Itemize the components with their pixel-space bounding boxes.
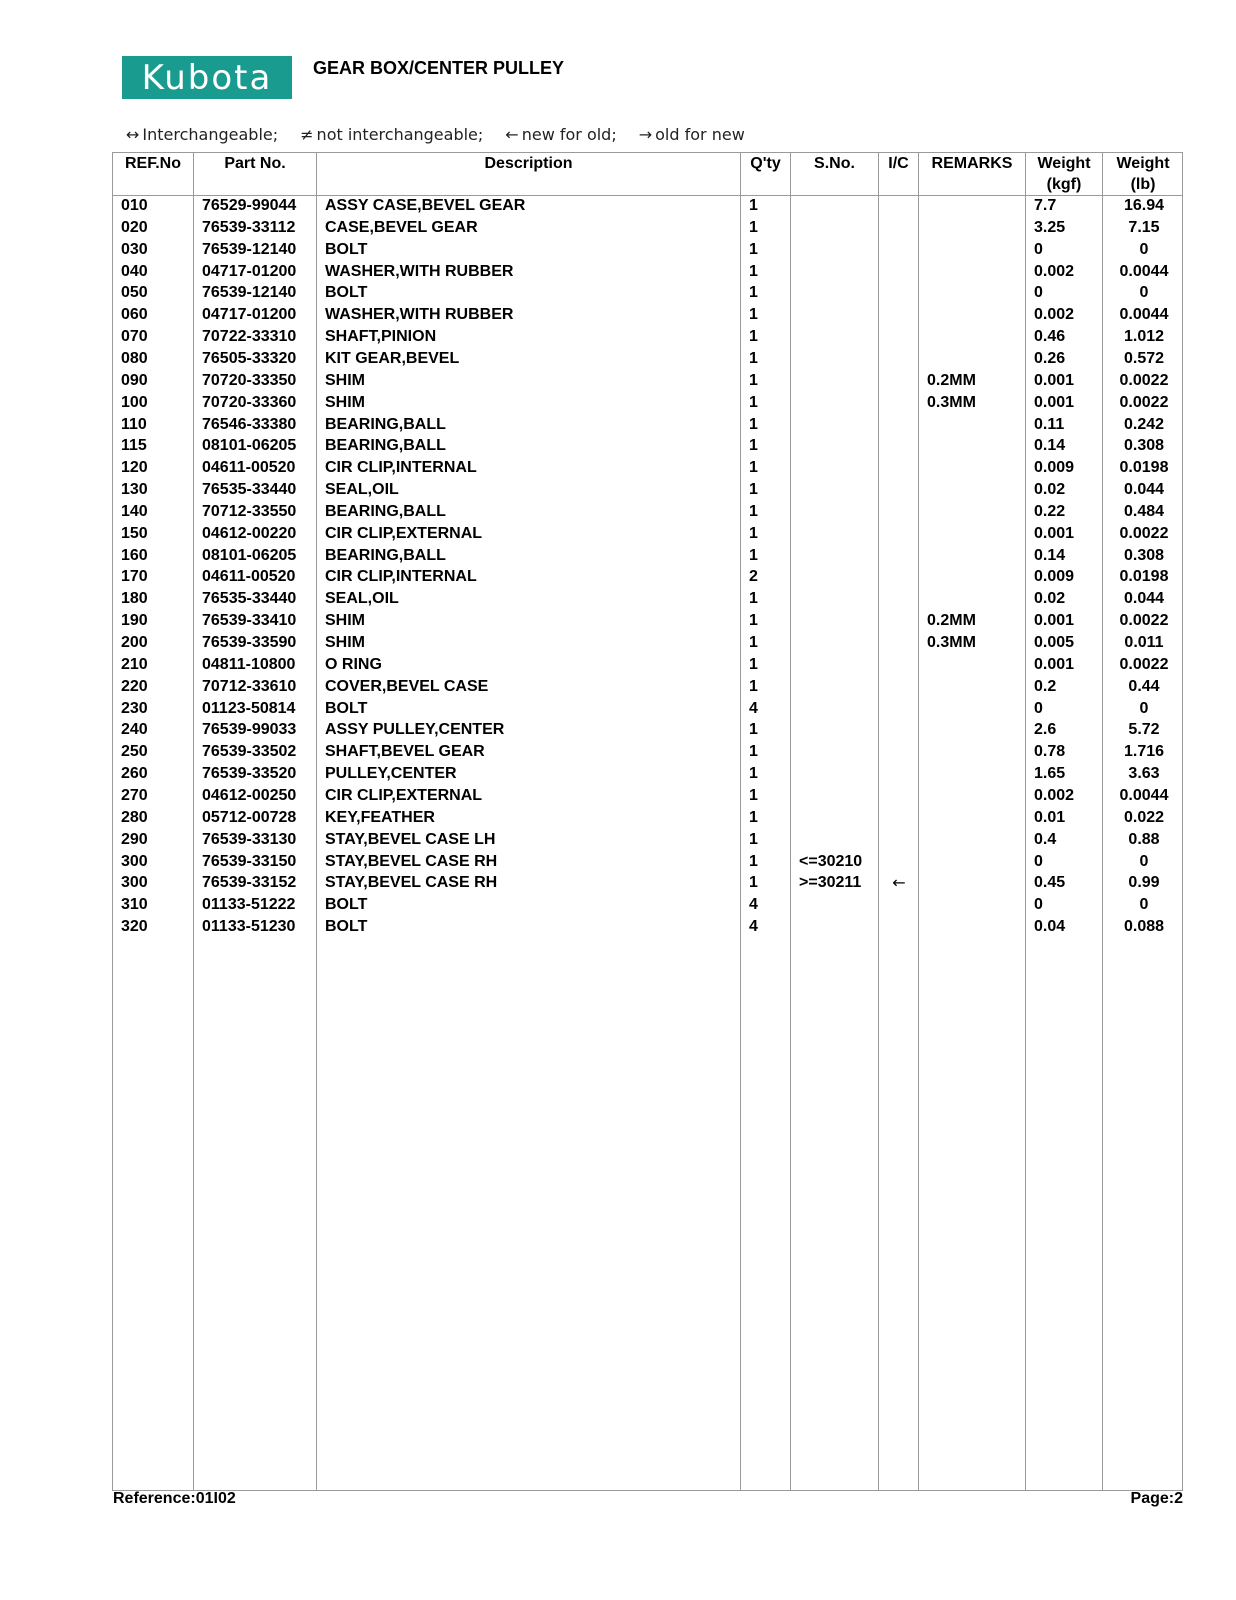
weight-kgf-cell: 0.14 [1034, 546, 1066, 564]
description-cell: KIT GEAR,BEVEL [325, 349, 460, 367]
description-cell: SHIM [325, 612, 365, 630]
description-cell: BEARING,BALL [325, 415, 446, 433]
part-no-cell: 70722-33310 [202, 328, 297, 346]
part-no-cell: 05712-00728 [202, 808, 297, 826]
table-row [0, 872, 1236, 894]
ref-no-cell: 080 [121, 349, 148, 367]
weight-kgf-cell: 0 [1034, 284, 1043, 302]
logo-text: Kubota [141, 57, 273, 98]
ref-no-cell: 300 [121, 874, 148, 892]
part-no-cell: 76529-99044 [202, 197, 297, 214]
ref-no-cell: 180 [121, 590, 148, 608]
table-row [0, 566, 1236, 588]
quantity-cell: 1 [749, 721, 758, 739]
weight-lb-cell: 0.0198 [1119, 459, 1169, 477]
weight-kgf-cell: 1.65 [1034, 765, 1066, 783]
ref-no-cell: 110 [121, 415, 147, 433]
weight-lb-cell: 0.0198 [1119, 568, 1169, 586]
legend-label: old for new [655, 124, 745, 144]
ref-no-cell: 290 [121, 830, 148, 848]
quantity-cell: 1 [749, 415, 758, 433]
table-row [0, 523, 1236, 545]
part-no-cell: 04612-00250 [202, 786, 297, 804]
serial-no-cell: <=30210 [799, 852, 863, 870]
description-cell: COVER,BEVEL CASE [325, 677, 489, 695]
description-cell: SHIM [325, 634, 365, 651]
ref-no-cell: 100 [121, 393, 148, 411]
description-cell: CIR CLIP,INTERNAL [325, 568, 477, 586]
not-equal-icon: ≠ [300, 124, 314, 144]
ref-no-cell: 260 [121, 765, 148, 783]
table-row [0, 916, 1236, 938]
weight-kgf-cell: 0.4 [1034, 830, 1057, 848]
legend-item-old-for-new [639, 125, 745, 144]
ref-no-cell: 030 [121, 240, 148, 258]
weight-kgf-cell: 0.001 [1034, 612, 1075, 630]
header-weight-lb-line2: (lb) [1130, 176, 1156, 193]
remarks-cell: 0.3MM [927, 634, 976, 651]
description-cell: BOLT [325, 896, 368, 914]
weight-kgf-cell: 0.01 [1034, 808, 1066, 826]
part-no-cell: 70720-33360 [202, 393, 297, 411]
header-part-no: Part No. [224, 155, 286, 172]
weight-kgf-cell: 7.7 [1034, 197, 1057, 214]
table-row [0, 894, 1236, 916]
weight-lb-cell: 0.088 [1123, 918, 1165, 936]
ref-no-cell: 220 [121, 677, 148, 695]
table-row [0, 457, 1236, 479]
ref-no-cell: 020 [121, 218, 148, 236]
quantity-cell: 1 [749, 437, 758, 455]
description-cell: CIR CLIP,EXTERNAL [325, 786, 483, 804]
weight-lb-cell: 0.0022 [1119, 612, 1169, 630]
weight-lb-cell: 0.0044 [1119, 262, 1169, 280]
table-row [0, 195, 1236, 217]
table-row [0, 501, 1236, 523]
legend-item-new-for-old [505, 125, 616, 144]
weight-lb-cell: 0.308 [1123, 437, 1165, 455]
weight-kgf-cell: 0.002 [1034, 786, 1075, 804]
part-no-cell: 76539-33590 [202, 634, 297, 651]
description-cell: PULLEY,CENTER [325, 765, 457, 783]
quantity-cell: 1 [749, 459, 758, 477]
ref-no-cell: 050 [121, 284, 148, 302]
part-no-cell: 76505-33320 [202, 349, 297, 367]
weight-lb-cell: 0.88 [1128, 830, 1160, 848]
ref-no-cell: 200 [121, 634, 148, 651]
description-cell: SHIM [325, 371, 365, 389]
quantity-cell: 1 [749, 808, 758, 826]
header-ic: I/C [888, 155, 909, 172]
weight-lb-cell: 16.94 [1123, 197, 1165, 214]
legend-label: new for old; [521, 124, 617, 144]
table-row [0, 588, 1236, 610]
quantity-cell: 1 [749, 218, 758, 236]
part-no-cell: 04611-00520 [202, 459, 296, 477]
ref-no-cell: 130 [121, 481, 148, 499]
quantity-cell: 1 [749, 655, 758, 673]
weight-lb-cell: 0 [1139, 240, 1149, 258]
table-row [0, 698, 1236, 720]
quantity-cell: 1 [749, 874, 758, 892]
quantity-cell: 4 [749, 918, 758, 936]
weight-kgf-cell: 2.6 [1034, 721, 1057, 739]
part-no-cell: 76535-33440 [202, 590, 297, 608]
table-row [0, 348, 1236, 370]
weight-kgf-cell: 0.14 [1034, 437, 1066, 455]
weight-lb-cell: 0.572 [1123, 349, 1165, 367]
header-description: Description [484, 155, 573, 172]
weight-kgf-cell: 0 [1034, 699, 1043, 717]
ref-no-cell: 270 [121, 786, 148, 804]
table-row [0, 763, 1236, 785]
weight-kgf-cell: 0.002 [1034, 306, 1075, 324]
table-row [0, 785, 1236, 807]
weight-kgf-cell: 0.78 [1034, 743, 1066, 761]
weight-lb-cell: 1.012 [1123, 328, 1165, 346]
weight-lb-cell: 1.716 [1123, 743, 1165, 761]
weight-lb-cell: 0.44 [1128, 677, 1160, 695]
quantity-cell: 1 [749, 852, 758, 870]
weight-kgf-cell: 3.25 [1034, 218, 1066, 236]
description-cell: KEY,FEATHER [325, 808, 435, 826]
part-no-cell: 76539-33112 [202, 218, 296, 236]
quantity-cell: 1 [749, 612, 758, 630]
weight-lb-cell: 0.0022 [1119, 655, 1169, 673]
weight-kgf-cell: 0.11 [1034, 415, 1065, 433]
part-no-cell: 76539-33152 [202, 874, 297, 892]
quantity-cell: 1 [749, 546, 758, 564]
description-cell: ASSY CASE,BEVEL GEAR [325, 197, 526, 214]
description-cell: SEAL,OIL [325, 590, 399, 608]
quantity-cell: 1 [749, 677, 758, 695]
quantity-cell: 1 [749, 524, 758, 542]
description-cell: SHIM [325, 393, 365, 411]
weight-kgf-cell: 0.46 [1034, 328, 1066, 346]
quantity-cell: 1 [749, 830, 758, 848]
table-row [0, 414, 1236, 436]
description-cell: SHAFT,BEVEL GEAR [325, 743, 485, 761]
quantity-cell: 1 [749, 765, 758, 783]
weight-lb-cell: 0.0044 [1119, 306, 1169, 324]
description-cell: CIR CLIP,INTERNAL [325, 459, 477, 477]
reference-code: Reference:01I02 [113, 1490, 236, 1507]
description-cell: BOLT [325, 284, 368, 302]
weight-lb-cell: 0 [1139, 896, 1149, 914]
weight-kgf-cell: 0.009 [1034, 459, 1075, 477]
description-cell: BOLT [325, 240, 368, 258]
part-no-cell: 70712-33610 [202, 677, 297, 695]
description-cell: STAY,BEVEL CASE RH [325, 874, 498, 892]
header-qty: Q'ty [750, 155, 781, 172]
table-row [0, 326, 1236, 348]
table-row [0, 654, 1236, 676]
ref-no-cell: 320 [121, 918, 148, 936]
ref-no-cell: 090 [121, 371, 148, 389]
weight-kgf-cell: 0.45 [1034, 874, 1066, 892]
description-cell: BOLT [325, 918, 368, 936]
part-no-cell: 76535-33440 [202, 481, 297, 499]
part-no-cell: 01133-51222 [202, 896, 296, 914]
weight-kgf-cell: 0.001 [1034, 371, 1075, 389]
ref-no-cell: 115 [121, 437, 147, 455]
part-no-cell: 01133-51230 [202, 918, 296, 936]
table-row [0, 545, 1236, 567]
weight-lb-cell: 0 [1139, 852, 1149, 870]
part-no-cell: 04612-00220 [202, 524, 297, 542]
weight-kgf-cell: 0.02 [1034, 590, 1066, 608]
description-cell: BEARING,BALL [325, 546, 446, 564]
legend-item-not-interchangeable [300, 125, 483, 144]
part-no-cell: 76539-33150 [202, 852, 297, 870]
part-no-cell: 76539-99033 [202, 721, 297, 739]
part-no-cell: 76539-33520 [202, 765, 297, 783]
quantity-cell: 2 [749, 568, 758, 586]
weight-lb-cell: 0.044 [1123, 481, 1165, 499]
table-row [0, 282, 1236, 304]
weight-kgf-cell: 0.005 [1034, 634, 1075, 651]
part-no-cell: 76539-12140 [202, 284, 297, 302]
part-no-cell: 08101-06205 [202, 437, 297, 455]
ref-no-cell: 040 [121, 262, 148, 280]
description-cell: SEAL,OIL [325, 481, 399, 499]
quantity-cell: 1 [749, 786, 758, 804]
part-no-cell: 76539-12140 [202, 240, 297, 258]
table-row [0, 829, 1236, 851]
part-no-cell: 04717-01200 [202, 262, 297, 280]
part-no-cell: 70712-33550 [202, 502, 297, 520]
table-row [0, 807, 1236, 829]
table-row [0, 370, 1236, 392]
quantity-cell: 1 [749, 328, 758, 346]
header-weight-kgf-line2: (kgf) [1046, 176, 1082, 193]
part-no-cell: 70720-33350 [202, 371, 297, 389]
weight-kgf-cell: 0 [1034, 896, 1043, 914]
quantity-cell: 1 [749, 502, 758, 520]
table-row [0, 719, 1236, 741]
table-row [0, 676, 1236, 698]
double-arrow-icon: ↔ [126, 124, 140, 144]
quantity-cell: 1 [749, 262, 758, 280]
kubota-logo [122, 56, 292, 99]
ref-no-cell: 060 [121, 306, 148, 324]
part-no-cell: 76546-33380 [202, 415, 297, 433]
ref-no-cell: 070 [121, 328, 148, 346]
weight-lb-cell: 0 [1139, 284, 1149, 302]
table-row [0, 239, 1236, 261]
weight-lb-cell: 0.308 [1123, 546, 1165, 564]
weight-lb-cell: 0.242 [1123, 415, 1165, 433]
weight-kgf-cell: 0.002 [1034, 262, 1075, 280]
page-number: Page:2 [1130, 1490, 1183, 1507]
quantity-cell: 1 [749, 481, 758, 499]
part-no-cell: 04717-01200 [202, 306, 297, 324]
ref-no-cell: 190 [121, 612, 148, 630]
header-weight-kgf [1026, 153, 1102, 195]
table-row [0, 851, 1236, 873]
quantity-cell: 1 [749, 197, 758, 214]
ref-no-cell: 140 [121, 502, 148, 520]
weight-kgf-cell: 0.2 [1034, 677, 1057, 695]
description-cell: WASHER,WITH RUBBER [325, 306, 514, 324]
quantity-cell: 1 [749, 743, 758, 761]
weight-lb-cell: 0.484 [1123, 502, 1165, 520]
weight-lb-cell: 0.044 [1123, 590, 1165, 608]
ref-no-cell: 230 [121, 699, 148, 717]
weight-lb-cell: 0.99 [1128, 874, 1160, 892]
right-arrow-icon: → [638, 124, 653, 144]
legend-label: Interchangeable; [142, 124, 279, 144]
description-cell: BOLT [325, 699, 368, 717]
table-row [0, 435, 1236, 457]
ref-no-cell: 150 [121, 524, 148, 542]
legend-item-interchangeable [126, 125, 278, 144]
ref-no-cell: 280 [121, 808, 148, 826]
part-no-cell: 76539-33130 [202, 830, 297, 848]
quantity-cell: 4 [749, 896, 758, 914]
table-row [0, 479, 1236, 501]
weight-kgf-cell: 0.009 [1034, 568, 1075, 586]
ref-no-cell: 310 [121, 896, 148, 914]
table-row [0, 632, 1236, 654]
left-arrow-icon: ← [505, 124, 519, 144]
weight-lb-cell: 7.15 [1128, 218, 1160, 236]
description-cell: STAY,BEVEL CASE LH [325, 830, 496, 848]
part-no-cell: 76539-33410 [202, 612, 297, 630]
serial-no-cell: >=30211 [799, 874, 862, 892]
table-row [0, 741, 1236, 763]
quantity-cell: 4 [749, 699, 758, 717]
ref-no-cell: 120 [121, 459, 148, 477]
weight-lb-cell: 3.63 [1128, 765, 1160, 783]
quantity-cell: 1 [749, 634, 758, 651]
weight-lb-cell: 5.72 [1128, 721, 1160, 739]
description-cell: BEARING,BALL [325, 437, 446, 455]
header-weight-lb [1103, 153, 1183, 195]
ref-no-cell: 240 [121, 721, 148, 739]
description-cell: BEARING,BALL [325, 502, 446, 520]
quantity-cell: 1 [749, 349, 758, 367]
weight-lb-cell: 0.0022 [1119, 393, 1169, 411]
description-cell: O RING [325, 655, 382, 673]
header-remarks: REMARKS [931, 155, 1013, 172]
part-no-cell: 04611-00520 [202, 568, 296, 586]
weight-kgf-cell: 0 [1034, 240, 1043, 258]
table-row [0, 392, 1236, 414]
part-no-cell: 08101-06205 [202, 546, 297, 564]
header-ref-no: REF.No [125, 155, 181, 172]
part-no-cell: 76539-33502 [202, 743, 297, 761]
weight-kgf-cell: 0.22 [1034, 502, 1066, 520]
table-row [0, 261, 1236, 283]
table-row [0, 217, 1236, 239]
weight-lb-cell: 0.011 [1124, 634, 1164, 651]
description-cell: STAY,BEVEL CASE RH [325, 852, 498, 870]
description-cell: SHAFT,PINION [325, 328, 437, 346]
header-weight-lb-line1: Weight [1116, 155, 1170, 172]
quantity-cell: 1 [749, 240, 758, 258]
ref-no-cell: 300 [121, 852, 148, 870]
weight-kgf-cell: 0.04 [1034, 918, 1066, 936]
quantity-cell: 1 [749, 590, 758, 608]
ref-no-cell: 170 [121, 568, 148, 586]
weight-kgf-cell: 0.02 [1034, 481, 1066, 499]
weight-lb-cell: 0 [1139, 699, 1149, 717]
quantity-cell: 1 [749, 306, 758, 324]
quantity-cell: 1 [749, 284, 758, 302]
interchangeability-legend [126, 122, 767, 146]
weight-kgf-cell: 0.001 [1034, 655, 1075, 673]
table-row [0, 610, 1236, 632]
ref-no-cell: 250 [121, 743, 148, 761]
quantity-cell: 1 [749, 393, 758, 411]
ref-no-cell: 210 [121, 655, 148, 673]
ref-no-cell: 010 [121, 197, 148, 214]
description-cell: WASHER,WITH RUBBER [325, 262, 514, 280]
weight-lb-cell: 0.0022 [1119, 371, 1169, 389]
weight-lb-cell: 0.0044 [1119, 786, 1169, 804]
weight-lb-cell: 0.022 [1123, 808, 1165, 826]
quantity-cell: 1 [749, 371, 758, 389]
header-serial-no: S.No. [814, 155, 855, 172]
legend-label: not interchangeable; [316, 124, 484, 144]
weight-kgf-cell: 0.001 [1034, 524, 1075, 542]
part-no-cell: 04811-10800 [202, 655, 296, 673]
remarks-cell: 0.2MM [927, 371, 976, 389]
description-cell: CASE,BEVEL GEAR [325, 218, 478, 236]
page-title: GEAR BOX/CENTER PULLEY [313, 58, 565, 78]
table-row [0, 304, 1236, 326]
remarks-cell: 0.2MM [927, 612, 976, 630]
interchange-cell: ← [892, 873, 906, 893]
remarks-cell: 0.3MM [927, 393, 976, 411]
description-cell: ASSY PULLEY,CENTER [325, 721, 505, 739]
weight-kgf-cell: 0 [1034, 852, 1043, 870]
weight-kgf-cell: 0.26 [1034, 349, 1066, 367]
weight-kgf-cell: 0.001 [1034, 393, 1075, 411]
header-weight-kgf-line1: Weight [1037, 155, 1091, 172]
ref-no-cell: 160 [121, 546, 148, 564]
description-cell: CIR CLIP,EXTERNAL [325, 524, 483, 542]
part-no-cell: 01123-50814 [202, 699, 296, 717]
weight-lb-cell: 0.0022 [1119, 524, 1169, 542]
